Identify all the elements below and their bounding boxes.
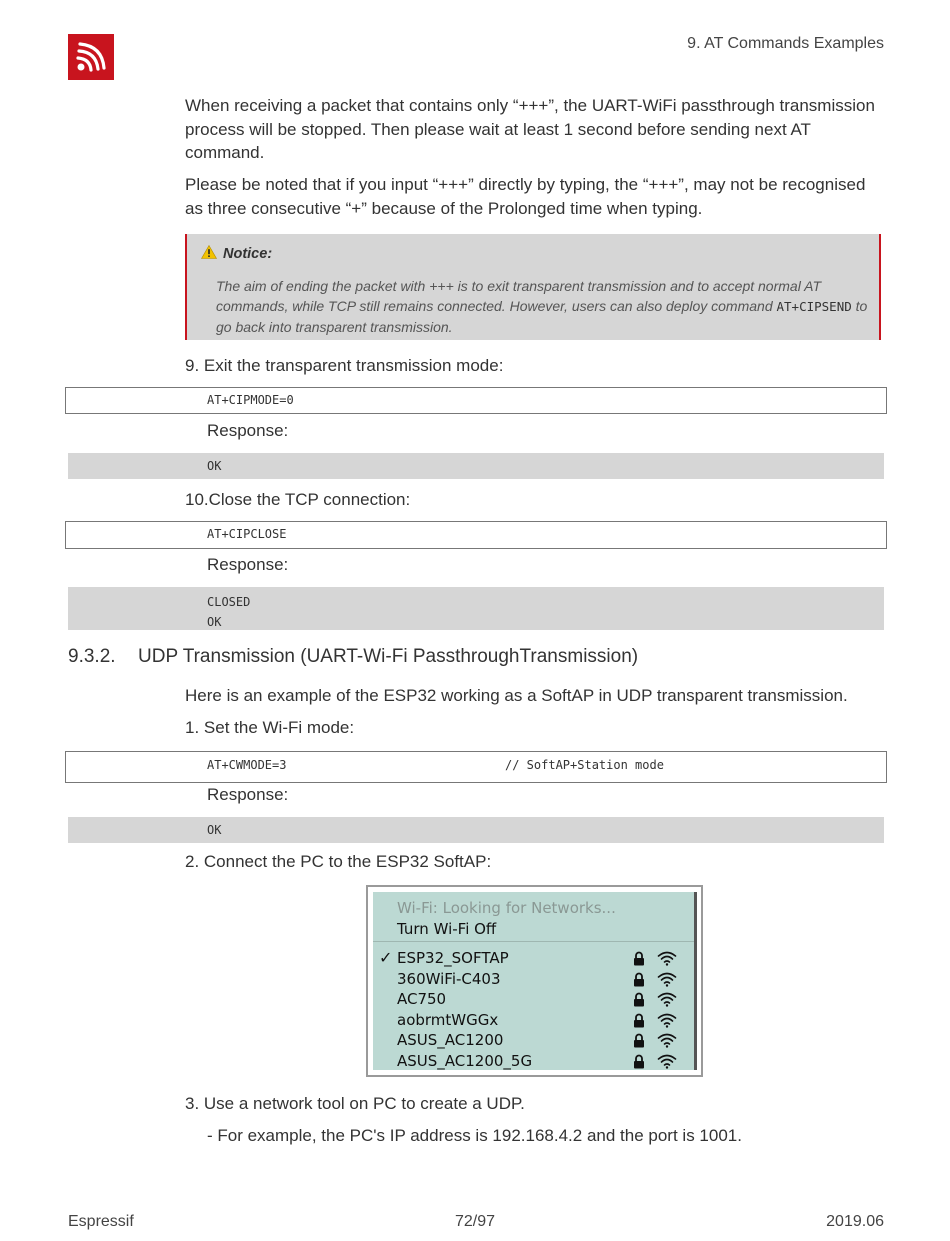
udp-step-1-response-block	[68, 817, 884, 843]
wifi-network-name: aobrmtWGGx	[397, 1010, 499, 1029]
wifi-network-name: ESP32_SOFTAP	[397, 949, 509, 967]
wifi-signal-icon	[657, 992, 677, 1011]
udp-step-3-label: 3. Use a network tool on PC to create a UDP.	[185, 1094, 525, 1113]
wifi-network-name: 360WiFi-C403	[397, 969, 501, 988]
udp-step-1-comment: // SoftAP+Station mode	[505, 758, 664, 772]
wifi-signal-icon	[657, 951, 677, 970]
lock-icon	[633, 1033, 645, 1052]
udp-step-1-code: AT+CWMODE=3	[207, 758, 287, 772]
wifi-toggle-menu-item[interactable]: Turn Wi-Fi Off	[397, 920, 497, 938]
step-10-code: AT+CIPCLOSE	[207, 527, 287, 541]
notice-title: Notice:	[223, 246, 273, 262]
intro-paragraph-2: Please be noted that if you input “+++” directly by typing, the “+++”, may not be recognised as three consecutive “+” because of the Prolonged time when typing.	[185, 175, 866, 218]
section-number: 9.3.2.	[68, 646, 116, 667]
espressif-logo	[68, 34, 114, 80]
warning-icon	[201, 245, 217, 263]
wifi-signal-icon	[657, 972, 677, 991]
step-9-response-label: Response:	[207, 421, 289, 440]
step-9-code-block	[65, 387, 887, 414]
wifi-network-name: ASUS_AC1200_5G	[397, 1052, 533, 1070]
notice-text-2: to go back into transparent transmission.	[216, 298, 868, 335]
step-9-label: 9. Exit the transparent transmission mode:	[185, 356, 504, 375]
udp-step-1-response: OK	[207, 823, 222, 837]
wifi-status: Wi-Fi: Looking for Networks...	[397, 899, 616, 917]
wifi-signal-icon	[657, 1013, 677, 1032]
lock-icon	[633, 972, 645, 991]
udp-intro: Here is an example of the ESP32 working as a SoftAP in UDP transparent transmission.	[185, 686, 848, 705]
wifi-signal-icon	[657, 1054, 677, 1073]
footer-date: 2019.06	[826, 1213, 884, 1230]
step-9-response-block	[68, 453, 884, 479]
lock-icon	[633, 951, 645, 970]
udp-step-2-label: 2. Connect the PC to the ESP32 SoftAP:	[185, 852, 492, 871]
wifi-signal-icon	[657, 1033, 677, 1052]
notice-box	[185, 234, 881, 340]
step-10-response-block	[68, 587, 884, 630]
logo-icon	[68, 34, 114, 80]
wifi-menu	[373, 892, 697, 1070]
header-section-title: 9. AT Commands Examples	[687, 35, 884, 52]
footer-page-number: 72/97	[454, 1213, 496, 1230]
step-10-response-label: Response:	[207, 555, 289, 574]
wifi-menu-screenshot	[366, 885, 703, 1077]
step-10-response-line-2: OK	[207, 615, 222, 629]
step-10-response-line-1: CLOSED	[207, 595, 251, 609]
wifi-network-name: ASUS_AC1200	[397, 1031, 504, 1050]
step-10-code-block	[65, 521, 887, 549]
udp-step-1-response-label: Response:	[207, 785, 289, 804]
udp-step-1-label: 1. Set the Wi-Fi mode:	[185, 718, 355, 737]
step-9-response: OK	[207, 459, 222, 473]
notice-text-1: The aim of ending the packet with +++ is to exit transparent transmission and to accept normal AT commands, while TCP still remains connected. However, users can also deploy command	[216, 278, 822, 314]
lock-icon	[633, 1013, 645, 1032]
intro-paragraph-1: When receiving a packet that contains only “+++”, the UART-WiFi passthrough transmission process will be stopped. Then please wait at least 1 second before sending next AT command.	[185, 96, 875, 162]
udp-step-1-code-block	[65, 751, 887, 783]
footer-company: Espressif	[68, 1213, 134, 1230]
checkmark-icon: ✓	[379, 948, 393, 967]
step-9-code: AT+CIPMODE=0	[207, 393, 294, 407]
section-title: UDP Transmission (UART-Wi-Fi PassthroughTransmission)	[138, 646, 639, 667]
notice-body	[216, 276, 876, 337]
lock-icon	[633, 992, 645, 1011]
step-10-label: 10.Close the TCP connection:	[185, 490, 411, 509]
udp-step-3-bullet: - For example, the PC's IP address is 192.168.4.2 and the port is 1001.	[207, 1126, 742, 1145]
menu-separator	[373, 941, 694, 942]
notice-code: AT+CIPSEND	[776, 299, 852, 314]
lock-icon	[633, 1054, 645, 1073]
wifi-network-name: AC750	[397, 990, 447, 1009]
notice-heading	[201, 245, 272, 263]
